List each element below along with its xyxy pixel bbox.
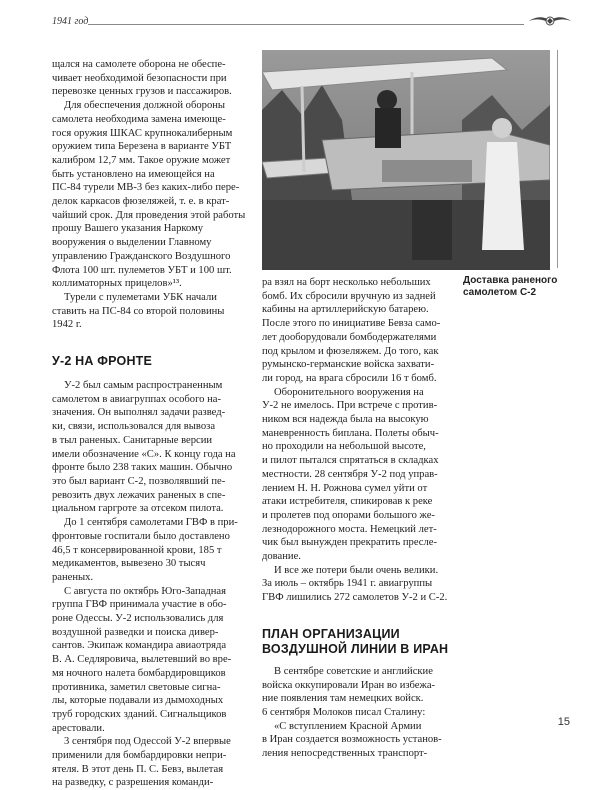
column-left <box>52 58 248 790</box>
photo-side-rule <box>557 50 558 268</box>
col2-para-3: И все же потери были очень велики. За июль – октябрь 1941 г. авиагруппы ГВФ лишились 272 самолетов У-2 и С-2. <box>262 564 448 604</box>
running-header: 1941 год <box>52 16 89 27</box>
col1-para-2: Для обеспечения должной обороны самолета необходима замена имеюще- гося оружия ШКАС крупнокалиберным оружием типа Березена в варианте УБТ калибром 12,7 мм. Такое оружие может быть установлено на имеющейся на ПС-84 турели МВ-3 без каких-либо пере- делок каркасов фюзеляжей, т. е. в крат- чайший срок. Для проведения этой работы прошу Вашего указания Наркому вооружения о выделении Главному управлению Гражданского Воздушного Флота 100 шт. пулеметов УБТ и 100 шт. коллиматорных прицелов»¹³. <box>52 100 246 290</box>
col1-para-6: С августа по октябрь Юго-Западная группа ГВФ принимала участие в обо- роне Одессы. У-2 использовались для воздушной разведки и поиска дивер- сантов. Экипаж командира авиаотряда В. А. Седляровича, вылетевший во вре- мя ночного налета бомбардировщиков противника, заметил световые сигна- лы, которые подавали из дымоходных труб городских зданий. Сигнальщиков арестовали. <box>52 585 232 734</box>
col2-para-2: Оборонительного вооружения на У-2 не имелось. При встрече с против- ником вся надежда была на высокую маневренность биплана. Полеты обыч- но проходили на небольшой высоте, и пилот пытался спрятаться в складках местности. 28 сентября У-2 под управ- лением Н. Н. Рожнова сумел уйти от атаки истребителя, спикировав к реке и пролетев под опорами большого же- лезнодорожного моста. Немецкий лет- чик был вынужден прекратить пресле- дование. <box>262 386 439 563</box>
col2-para-1: ра взял на борт несколько небольших бомб. Их сбросили вручную из задней кабины на артиллерийскую батарею. После этого по инициативе Бевза само- лет дооборудовали бомбодержателями под крылом и фюзеляжем. До того, как румынско-германские войска захвати- ли город, на врага сбросили 16 т бомб. <box>262 277 441 384</box>
page-number: 15 <box>557 716 570 728</box>
aeroflot-logo-icon <box>527 12 573 30</box>
col1-para-7: 3 сентября под Одессой У-2 впервые применили для бомбардировки непри- ятеля. В этот день П. С. Бевз, вылетая на разведку, с разрешения команди- <box>52 736 231 789</box>
header-rule <box>88 24 524 25</box>
section-heading-iran: ПЛАН ОРГАНИЗАЦИИ ВОЗДУШНОЙ ЛИНИИ В ИРАН <box>262 626 449 656</box>
photo-caption: Доставка раненого самолетом С-2 <box>463 275 558 298</box>
col1-para-1: щался на самолете оборона не обеспе- чивает необходимой безопасности при перевозке ценных грузов и пассажиров. <box>52 59 232 98</box>
col1-para-3: Турели с пулеметами УБК начали ставить на ПС-84 со второй половины 1942 г. <box>52 291 225 331</box>
col1-para-4: У-2 был самым распространенным самолетом в авиагруппах особого на- значения. Он выполнял задачи развед- ки, связи, использовался для вывоза в тыл раненых. Санитарные версии имели обозначение «С». К концу года на фронте было 238 таких машин. Обычно это был вариант С-2, позволявший пе- ревозить двух лежачих раненых в спе- циальном гаргроте за отсеком пилота. <box>52 380 236 515</box>
column-middle <box>262 276 454 761</box>
photo-wounded-transport <box>262 50 550 270</box>
col2-para-4: В сентябре советские и английские войска оккупировали Иран во избежа- ние появления там немецких войск. 6 сентября Молоков писал Сталину: <box>262 665 436 718</box>
col2-para-5: «С вступлением Красной Армии в Иран создается возможность установ- ления непосредственных транспорт- <box>262 720 442 760</box>
photo-image <box>262 50 550 270</box>
section-heading-u2: У-2 НА ФРОНТЕ <box>52 354 153 369</box>
col1-para-5: До 1 сентября самолетами ГВФ в при- фронтовые госпитали было доставлено 46,5 т консервированной крови, 185 т медикаментов, вывезено 30 тысяч раненых. <box>52 517 238 583</box>
